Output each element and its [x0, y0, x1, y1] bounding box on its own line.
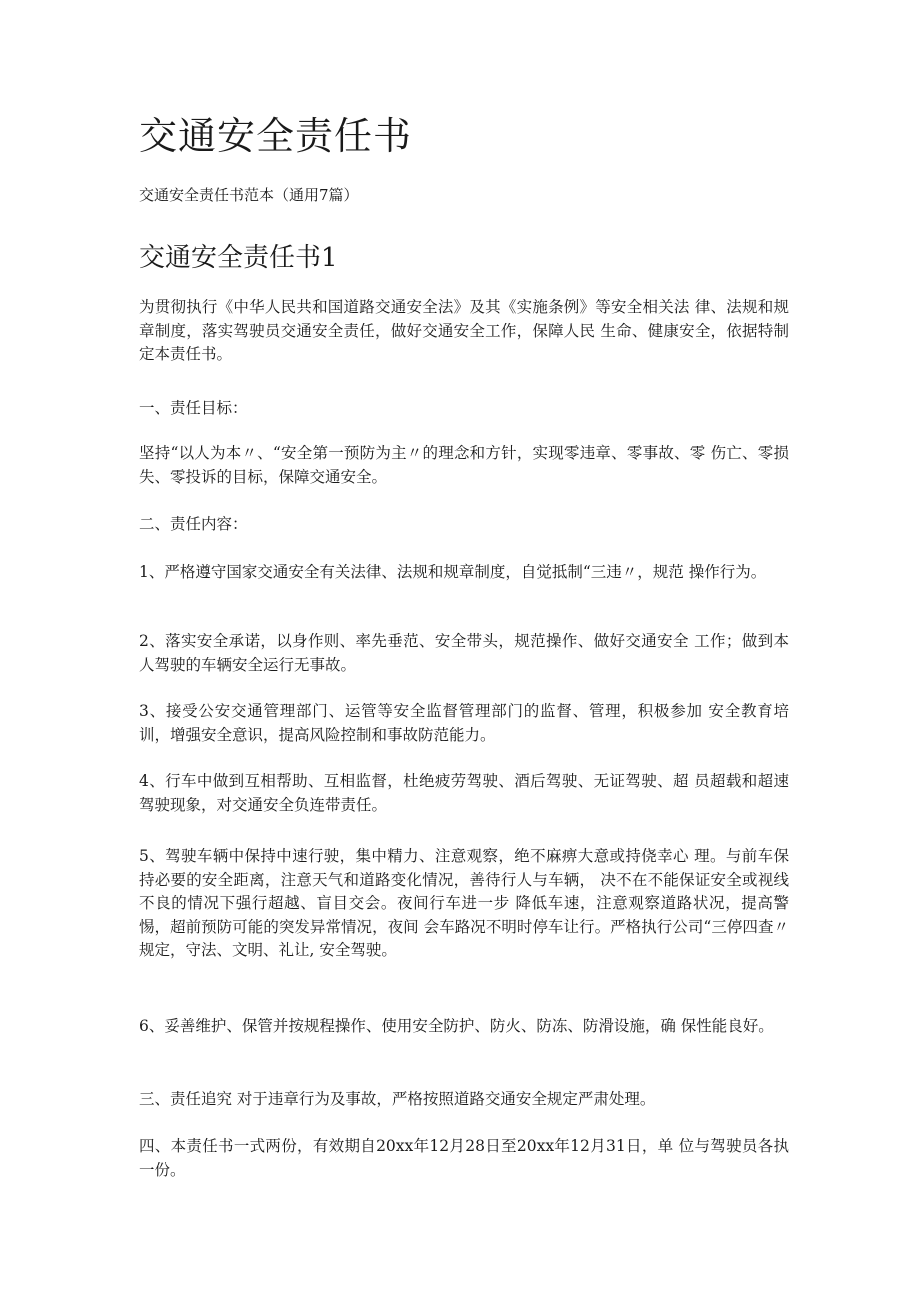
- goal-heading: 一、责任目标：: [139, 399, 248, 417]
- content-item-2: 2、落实安全承诺，以身作则、率先垂范、安全带头，规范操作、做好交通安全 工作；做到本人驾驶的车辆安全运行无事故。: [139, 632, 789, 674]
- document-subtitle: 交通安全责任书范本（通用7篇）: [139, 186, 359, 204]
- section-heading: 交通安全责任书1: [139, 243, 338, 273]
- content-item-3: 3、接受公安交通管理部门、运管等安全监督管理部门的监督、管理，积极参加 安全教育培训，增强安全意识，提高风险控制和事故防范能力。: [139, 702, 789, 744]
- content-item-4: 4、行车中做到互相帮助、互相监督，杜绝疲劳驾驶、酒后驾驶、无证驾驶、超 员超载和超速驾驶现象，对交通安全负连带责任。: [139, 772, 789, 814]
- accountability-paragraph: 三、责任追究 对于违章行为及事故，严格按照道路交通安全规定严肃处理。: [139, 1090, 656, 1108]
- content-item-6: 6、妥善维护、保管并按规程操作、使用安全防护、防火、防冻、防滑设施，确 保性能良好。: [139, 1017, 774, 1035]
- content-item-5: 5、驾驶车辆中保持中速行驶，集中精力、注意观察，绝不麻痹大意或持侥幸心 理。与前车保持必要的安全距离，注意天气和道路变化情况，善待行人与车辆， 决不在不能保证安全或视线不良的情况下强行超越、盲目交会。夜间行车进一步 降低车速，注意观察道路状况，提高警惕，超前预防可能的突发异常情况，夜间 会车路况不明时停车让行。严格执行公司“三停四查〃规定，守法、文明、礼让, 安全驾驶。: [139, 847, 789, 959]
- goal-paragraph: 坚持“以人为本〃、“安全第一预防为主〃的理念和方针，实现零违章、零事故、零 伤亡、零损失、零投诉的目标，保障交通安全。: [139, 444, 789, 486]
- content-heading: 二、责任内容：: [139, 515, 248, 533]
- intro-paragraph: 为贯彻执行《中华人民共和国道路交通安全法》及其《实施条例》等安全相关法 律、法规和规章制度，落实驾驶员交通安全责任，做好交通安全工作，保障人民 生命、健康安全，依据特制定本责任书。: [139, 298, 789, 363]
- validity-paragraph: 四、本责任书一式两份，有效期自20xx年12月28日至20xx年12月31日，单 位与驾驶员各执一份。: [139, 1137, 789, 1179]
- document-title: 交通安全责任书: [139, 114, 413, 158]
- content-item-1: 1、严格遵守国家交通安全有关法律、法规和规章制度，自觉抵制“三违〃，规范 操作行为。: [139, 563, 767, 581]
